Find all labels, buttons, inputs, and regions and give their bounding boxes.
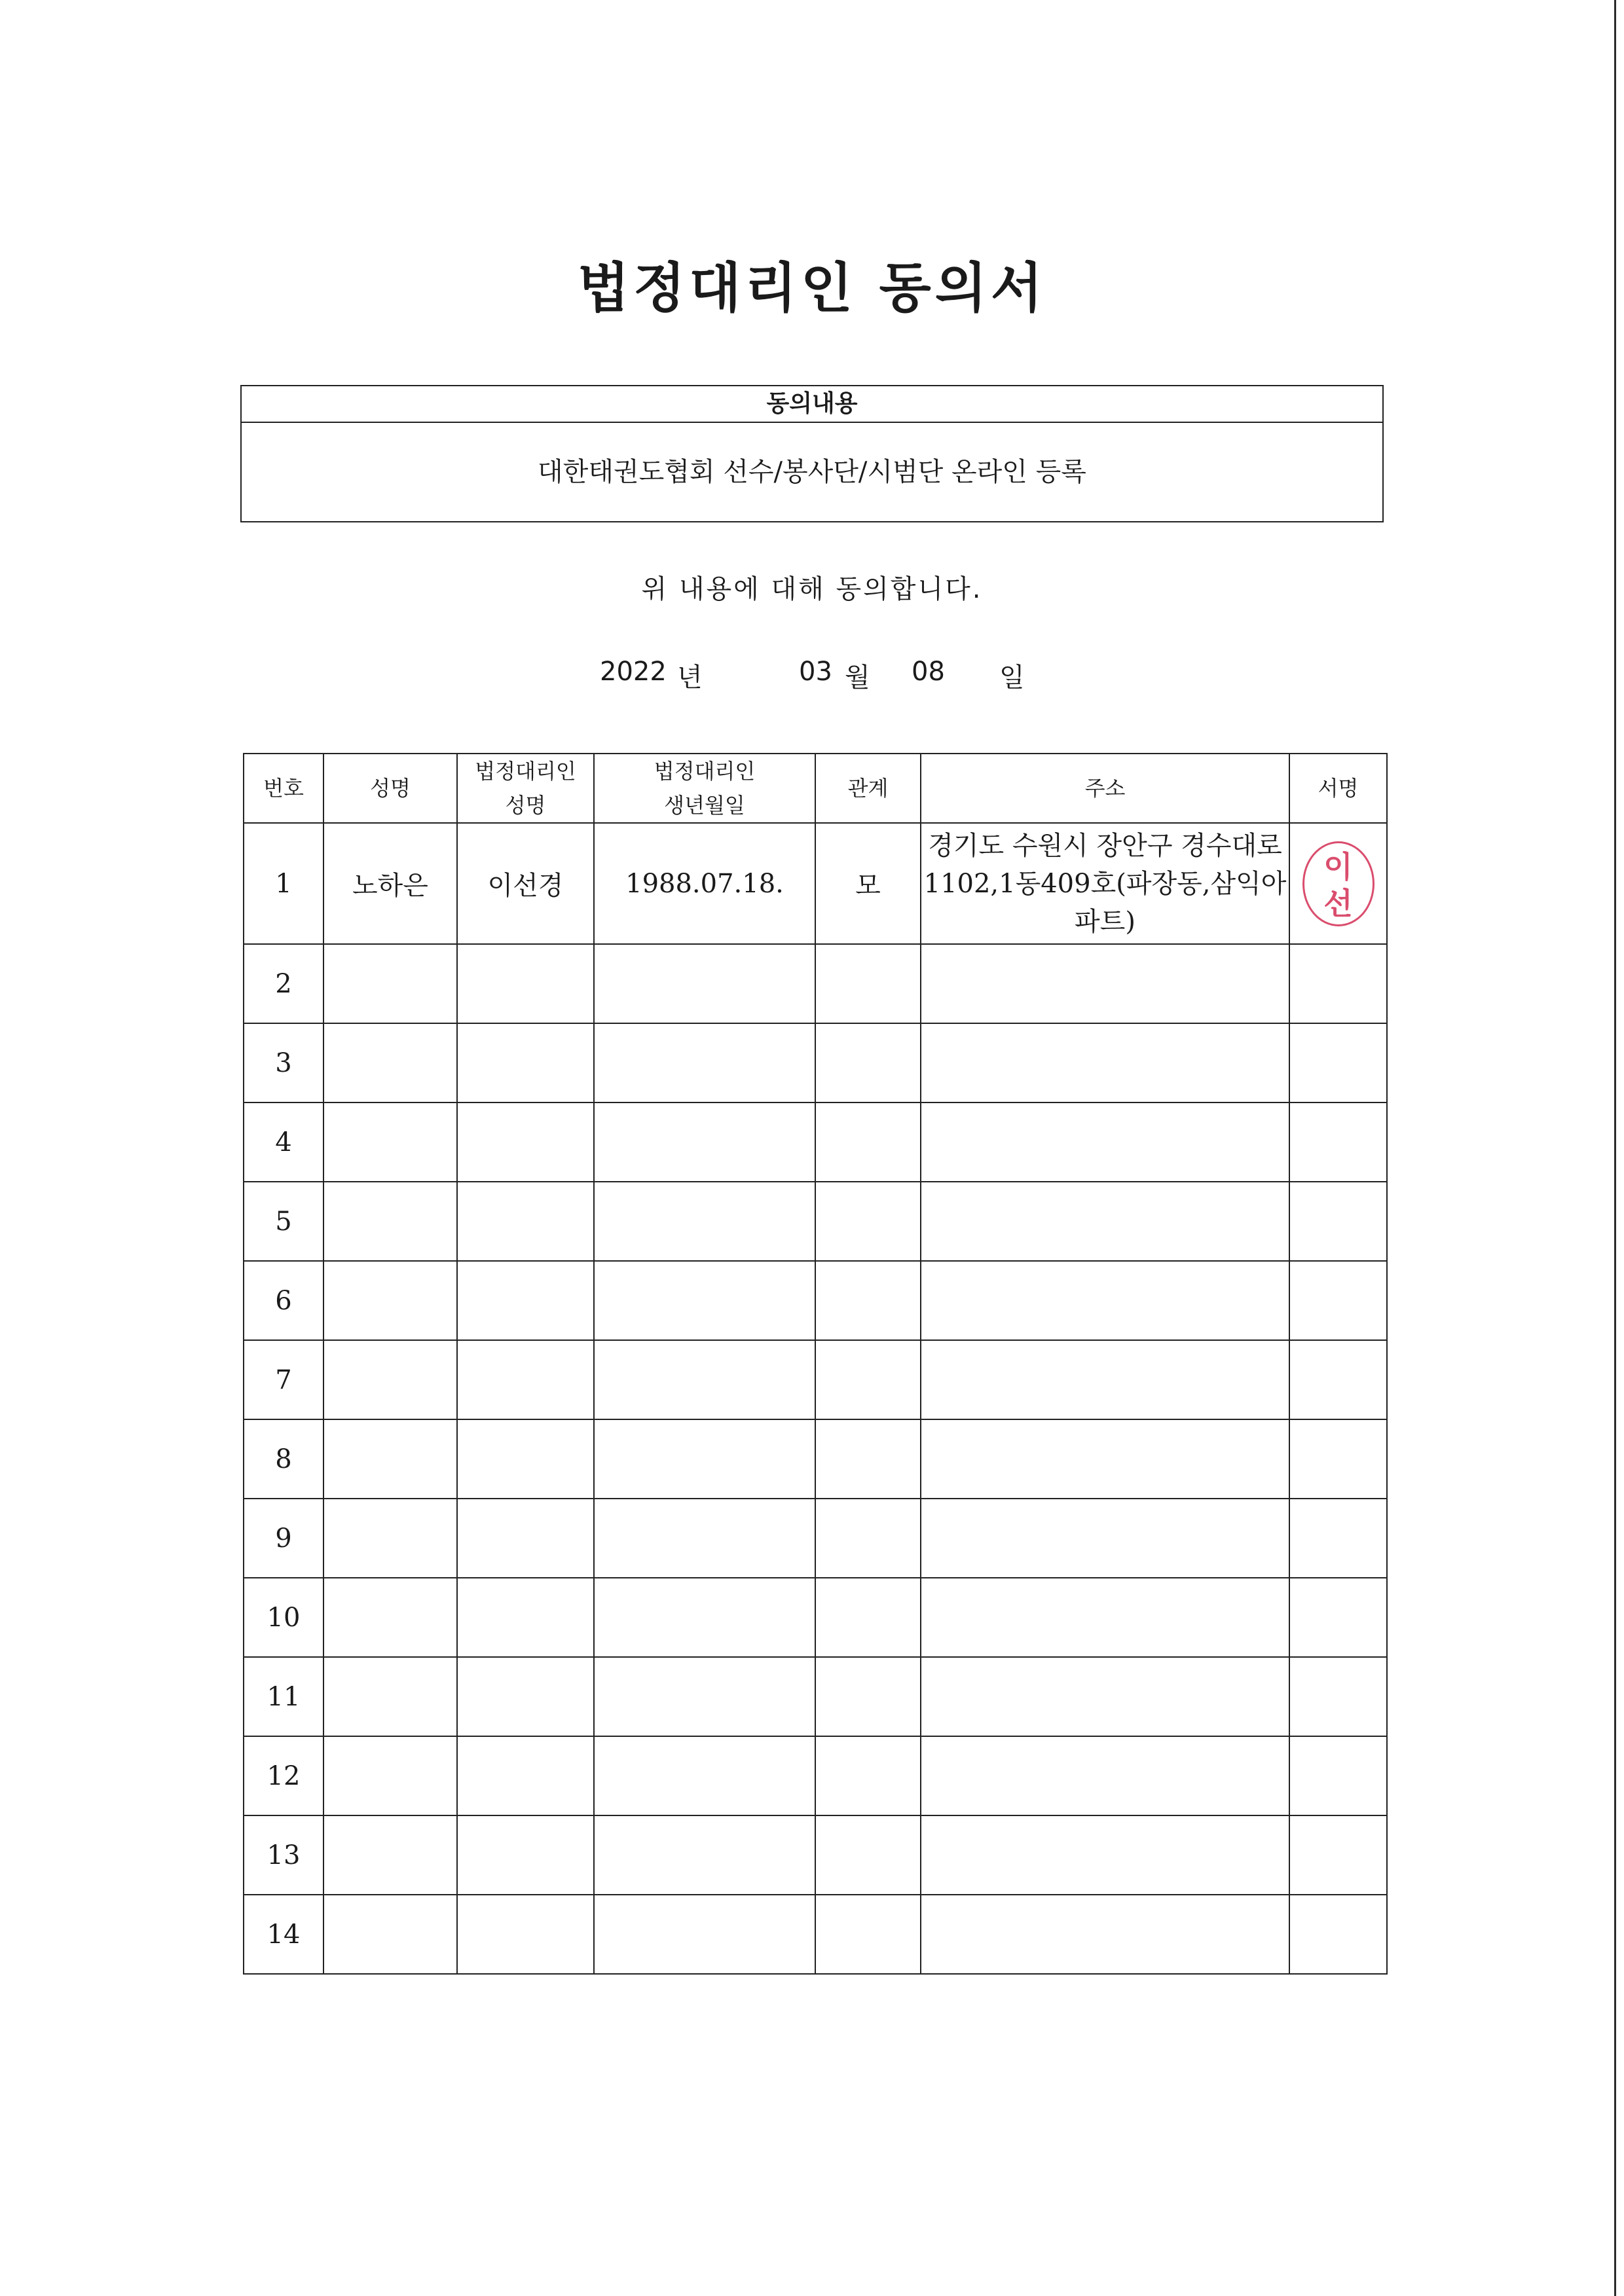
table-row	[244, 944, 1387, 1023]
table-row	[244, 1815, 1387, 1895]
date-month-unit: 월	[845, 663, 870, 693]
cell-no: 5	[244, 1182, 323, 1261]
cell-no: 9	[244, 1499, 323, 1578]
table-row	[244, 1657, 1387, 1736]
cell-no: 10	[244, 1578, 323, 1657]
col-header-address: 주소	[921, 754, 1289, 823]
col-header-guardian-birth: 법정대리인 생년월일	[594, 754, 815, 823]
date-year-unit: 년	[677, 663, 703, 693]
cell-name: 노하은	[323, 823, 457, 944]
cell-no: 2	[244, 944, 323, 1023]
table-row	[244, 1419, 1387, 1499]
table-row	[244, 1261, 1387, 1340]
cell-signature	[1289, 823, 1387, 944]
date-day-unit: 일	[999, 663, 1025, 693]
col-header-relation: 관계	[815, 754, 921, 823]
signature-table	[243, 753, 1388, 1975]
table-header-row	[244, 754, 1387, 823]
cell-no: 1	[244, 823, 323, 944]
cell-no: 6	[244, 1261, 323, 1340]
cell-guardian-name: 이선경	[457, 823, 594, 944]
table-row	[244, 1102, 1387, 1182]
consent-content: 대한태권도협회 선수/봉사단/시범단 온라인 등록	[538, 457, 1086, 487]
col-header-signature: 서명	[1289, 754, 1387, 823]
cell-address: 경기도 수원시 장안구 경수대로 1102,1동409호(파장동,삼익아파트)	[921, 823, 1289, 944]
table-row	[244, 1182, 1387, 1261]
page-title: 법정대리인 동의서	[577, 257, 1047, 319]
cell-no: 8	[244, 1419, 323, 1499]
cell-no: 12	[244, 1736, 323, 1815]
signature-stamp: 이 선	[1302, 841, 1375, 926]
date-day: 08	[912, 657, 945, 687]
cell-no: 14	[244, 1895, 323, 1974]
agreement-statement: 위 내용에 대해 동의합니다.	[641, 574, 983, 604]
col-header-guardian-name: 법정대리인 성명	[457, 754, 594, 823]
col-header-name: 성명	[323, 754, 457, 823]
cell-no: 13	[244, 1815, 323, 1895]
consent-box	[240, 385, 1384, 522]
cell-no: 3	[244, 1023, 323, 1102]
table-row	[244, 1499, 1387, 1578]
cell-relation: 모	[815, 823, 921, 944]
col-header-no: 번호	[244, 754, 323, 823]
table-row	[244, 1736, 1387, 1815]
table-row	[244, 1340, 1387, 1419]
consent-header: 동의내용	[242, 386, 1382, 423]
table-row	[244, 1023, 1387, 1102]
cell-no: 7	[244, 1340, 323, 1419]
scan-edge-line	[1614, 0, 1616, 2296]
cell-no: 11	[244, 1657, 323, 1736]
table-row	[244, 1895, 1387, 1974]
date-month: 03	[799, 657, 832, 687]
table-row	[244, 1578, 1387, 1657]
cell-guardian-birth: 1988.07.18.	[594, 823, 815, 944]
date-year: 2022	[600, 657, 667, 687]
table-row	[244, 823, 1387, 944]
cell-no: 4	[244, 1102, 323, 1182]
